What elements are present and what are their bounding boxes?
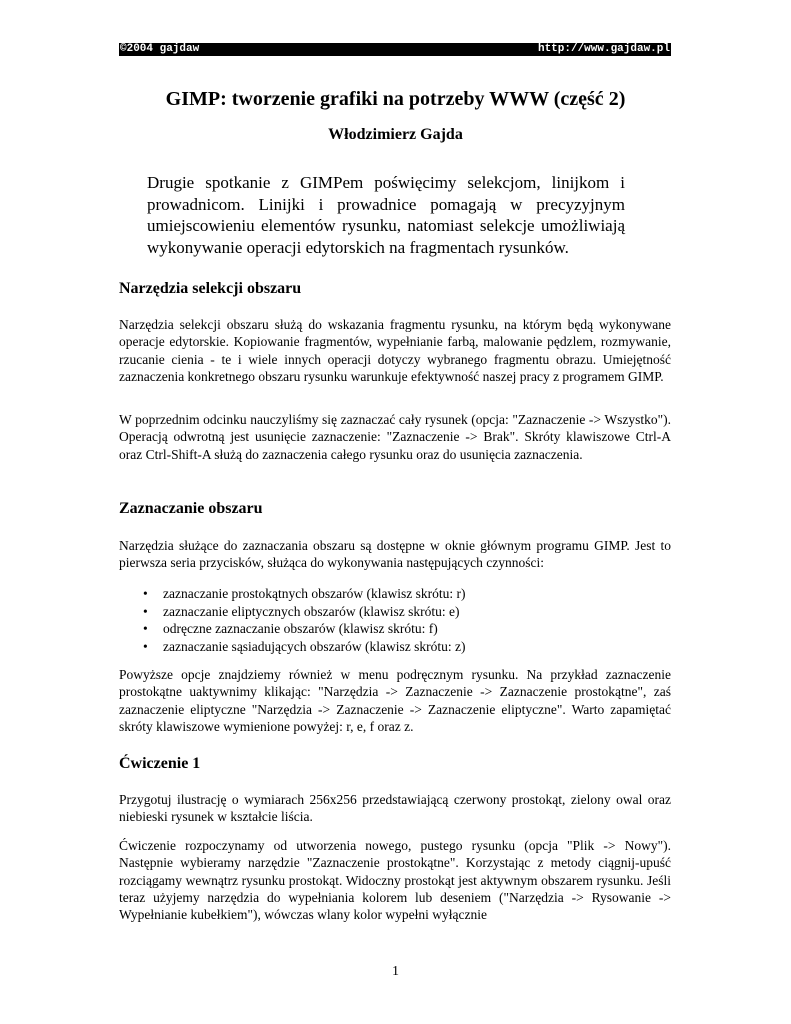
list-item-text: zaznaczanie eliptycznych obszarów (klawisz skrótu: e) (163, 603, 460, 619)
paragraph-select-all: W poprzednim odcinku nauczyliśmy się zaznaczać cały rysunek (opcja: "Zaznaczenie -> Wszystko"). Operacją odwrotną jest usunięcie zaznaczenie: "Zaznaczenie -> Brak". Skróty klawiszowe Ctrl-A oraz Ctrl-Shift-A służą do zaznaczenia całego rysunku oraz do usunięcia zaznaczenia. (119, 412, 671, 462)
bullet-dot: • (143, 603, 148, 619)
section-heading-area-selection: Zaznaczanie obszaru (119, 500, 263, 517)
abstract-paragraph: Drugie spotkanie z GIMPem poświęcimy selekcjom, linijkom i prowadnicom. Linijki i prowadnice pomagają w precyzyjnym umiejscowieniu elementów rysunku, natomiast selekcje umożliwiają wykonywanie operacji edytorskich na fragmentach rysunków. (147, 173, 625, 257)
bullet-dot: • (143, 621, 148, 636)
section-heading-selection-tools: Narzędzia selekcji obszaru (119, 280, 302, 297)
paragraph-exercise-task: Przygotuj ilustrację o wymiarach 256x256 przedstawiającą czerwony prostokąt, zielony owal oraz niebieski rysunek w kształcie liścia. (119, 792, 671, 825)
document-author: Włodzimierz Gajda (328, 126, 463, 143)
header-copyright: ©2004 gajdaw (120, 43, 200, 55)
header-url[interactable]: http://www.gajdaw.pl (537, 43, 670, 55)
bullet-dot: • (143, 638, 148, 654)
paragraph-context-menu: Powyższe opcje znajdziemy również w menu podręcznym rysunku. Na przykład zaznaczenie prostokątne uaktywnimy klikając: "Narzędzia -> Zaznaczenie -> Zaznaczenie prostokątne", zaś zaznaczenie eliptyczne "Narzędzia -> Zaznaczenie -> Zaznaczenie eliptyczne". Warto zapamiętać skróty klawiszowe wymienione powyżej: r, e, f oraz z. (119, 667, 671, 734)
list-item-text: odręczne zaznaczanie obszarów (klawisz skrótu: f) (163, 621, 438, 636)
paragraph-area-selection-intro: Narzędzia służące do zaznaczania obszaru są dostępne w oknie głównym programu GIMP. Jest to pierwsza seria przycisków, służąca do wykonywania następujących czynności: (119, 538, 671, 571)
list-item (119, 603, 671, 621)
list-item-text: zaznaczanie sąsiadujących obszarów (klawisz skrótu: z) (163, 638, 466, 654)
section-heading-exercise-1: Ćwiczenie 1 (119, 755, 201, 772)
list-item (119, 585, 671, 603)
list-item-text: zaznaczanie prostokątnych obszarów (klawisz skrótu: r) (163, 586, 466, 601)
page-number: 1 (392, 964, 399, 979)
list-item (119, 638, 671, 656)
paragraph-exercise-steps: Ćwiczenie rozpoczynamy od utworzenia nowego, pustego rysunku (opcja "Plik -> Nowy"). Następnie wybieramy narzędzie "Zaznaczenie prostokątne". Korzystając z metody ciągnij-upuść rozciągamy wewnątrz rysunku prostokąt. Widoczny prostokąt jest aktywnym obszarem rysunku. Jeśli teraz użyjemy narzędzia do wypełniania kolorem lub deseniem ("Narzędzia -> Rysowanie -> Wypełnianie kubełkiem"), wówczas wlany kolor wypełni wyłącznie (119, 838, 671, 923)
list-item (119, 620, 671, 638)
selection-tools-list (119, 585, 671, 655)
paragraph-selection-tools-intro: Narzędzia selekcji obszaru służą do wskazania fragmentu rysunku, na którym będą wykonywane operacje edytorskie. Kopiowanie fragmentów, wypełnianie farbą, malowanie pędzlem, rozmywanie, rzucanie cienia - te i wiele innych operacji dotyczy wybranego fragmentu obrazu. Umiejętność zaznaczenia konkretnego obszaru rysunku warunkuje efektywność naszej pracy z programem GIMP. (119, 317, 671, 384)
bullet-dot: • (143, 586, 148, 601)
document-title: GIMP: tworzenie grafiki na potrzeby WWW (część 2) (165, 88, 626, 110)
page-header-bar (119, 43, 671, 56)
